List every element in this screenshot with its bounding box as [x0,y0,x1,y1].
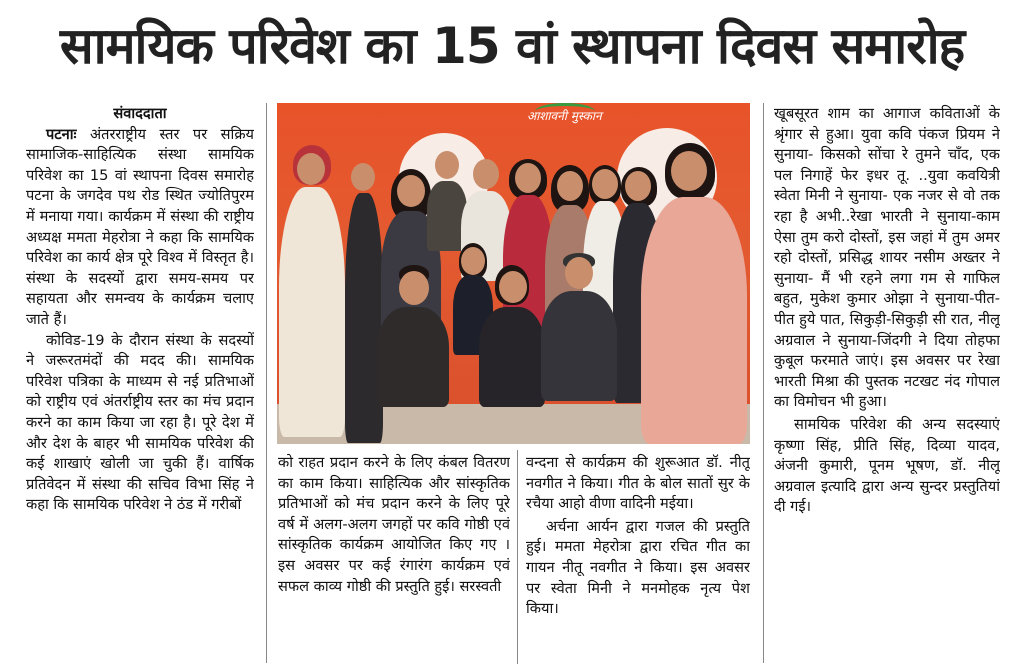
paragraph: खूबसूरत शाम का आगाज कविताओं के श्रृंगार से हुआ। युवा कवि पंकज प्रियम ने सुनाया- किसको सोंचा रे तुमने चाँद, एक पल निगाहें फेर इधर तू. ..युवा कवयित्री स्वेता मिनी ने सुनाया- एक नजर से वो तक रहा है अभी..रेखा भारती ने सुनाया-काम ऐसा तुम करो दोस्तों, इस जहां में तुम अमर रहो दोस्तों, प्रसिद्ध शायर नसीम अख्तर ने सुनाया- मैं भी रहने लगा गम से गाफिल बहुत, मुकेश कुमार ओझा ने सुनाया-पीत-पीत हुये पात, सिकुड़ी-सिकुड़ी सी रात, नीलू अग्रवाल ने सुनाया-जिंदगी ने दिया तोहफा कुबूल फरमाते जाएं। इस अवसर पर रेखा भारती मिश्रा की पुस्तक नटखट नंद गोपाल का विमोचन भी हुआ। [774,105,1000,411]
paragraph [26,125,254,331]
byline: संवाददाता [113,105,167,122]
banner-logo-text: आशावनी मुस्कान [527,109,602,123]
paragraph: सामयिक परिवेश की अन्य सदस्याएं कृष्णा सिंह, प्रीति सिंह, दिव्या यादव, अंजनी कुमारी, पूनम भूषण, डॉ. नीलू अग्रवाल इत्यादि द्वारा अन्य सुन्दर प्रस्तुतियां दी गई। [774,415,1000,516]
paragraph: कोविड-19 के दौरान संस्था के सदस्यों ने जरूरतमंदों की मदद की। सामयिक परिवेश पत्रिका के माध्यम से नई प्रतिभाओं को राष्ट्रीय एवं अंतर्राष्ट्रीय स्तर का मंच प्रदान करने का काम किया जा रहा है। पूरे देश में और देश के बाहर भी सामयिक परिवेश की कई शाखाएं खोली जा चुकी हैं। वार्षिक प्रतिवेदन में संस्था की सचिव विभा सिंह ने कहा कि सामयिक परिवेश ने ठंड में गरीबों [26,331,254,514]
paragraph: को राहत प्रदान करने के लिए कंबल वितरण का काम किया। साहित्यिक और सांस्कृतिक प्रतिभाओं को मंच प्रदान करने के लिए पूरे वर्ष में अलग-अलग जगहों पर कवि गोष्ठी एवं सांस्कृतिक कार्यक्रम आयोजित किए गए । इस अवसर पर कई रंगारंग कार्यक्रम एवं सफल काव्य गोष्ठी की प्रस्तुति हुई। सरस्वती [278,454,510,595]
paragraph: अर्चना आर्यन द्वारा गजल की प्रस्तुति हुई। ममता मेहरोत्रा द्वारा रचित गीत का गायन नीतू नवगीत ने किया। इस अवसर पर स्वेता मिनी ने मनमोहक नृत्य पेश किया। [526,517,750,618]
paragraph-text: अंतरराष्ट्रीय स्तर पर सक्रिय सामाजिक-साहित्यिक संस्था सामयिक परिवेश का 15 वां स्थापना दिवस समारोह पटना के जगदेव पथ रोड स्थित ज्योतिपुरम में मनाया गया। कार्यक्रम में संस्था की राष्ट्रीय अध्यक्ष ममता मेहरोत्रा ने कहा कि सामयिक परिवेश का कार्य क्षेत्र पूरे विश्व में विस्तृत है। संस्था के सदस्यों द्वारा समय-समय पर सहायता और समन्वय के कार्यक्रम चलाए जाते हैं। [26,125,254,328]
article-column-4 [774,104,1000,666]
group-photo [277,103,750,444]
headline: सामयिक परिवेश का 15 वां स्थापना दिवस समारोह [59,17,965,75]
dateline: पटनाः [46,125,77,143]
paragraph: वन्दना से कार्यक्रम की शुरूआत डॉ. नीतू नवगीत ने किया। गीत के बोल सातों सुर के रचैया आहो वीणा वादिनी मईया। [526,454,750,513]
column-divider [763,103,764,663]
article-column-1 [26,104,254,666]
column-divider [266,103,267,663]
article-column-3 [526,453,750,666]
article-column-2 [278,453,510,666]
column-divider [517,450,518,664]
